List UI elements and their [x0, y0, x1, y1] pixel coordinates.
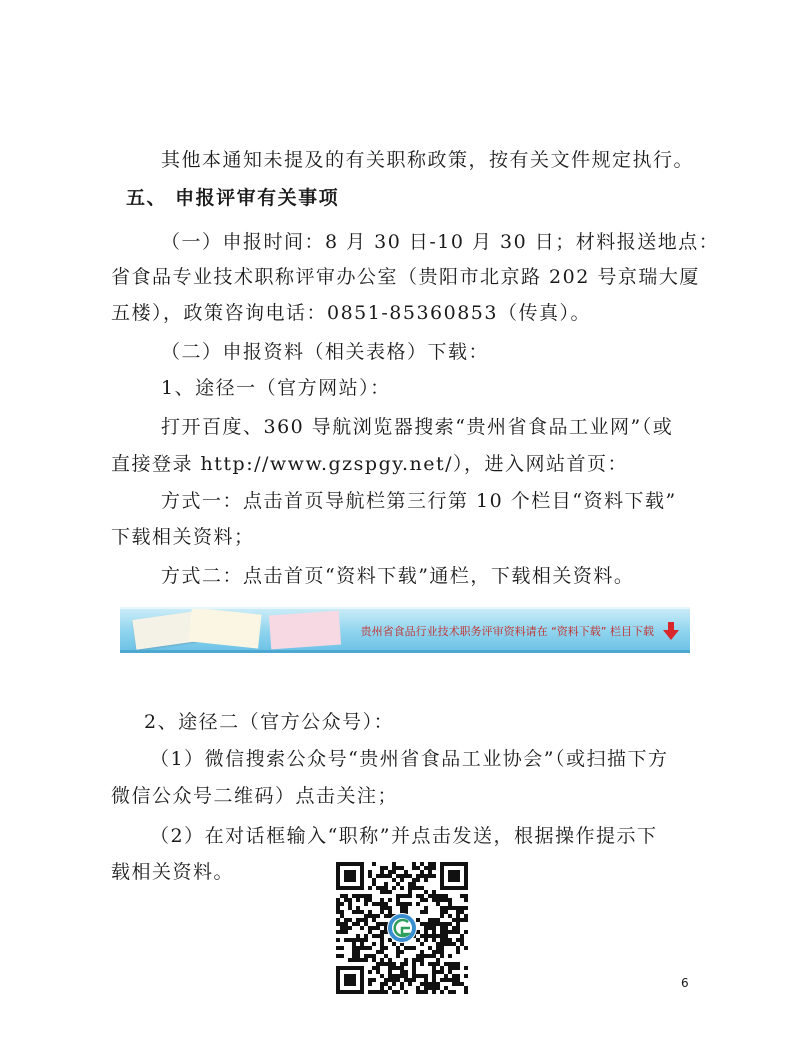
line-16: （2）在对话框输入“职称”并点击发送，根据操作提示下 [150, 825, 658, 847]
line-11: 下载相关资料； [111, 526, 255, 548]
line-9: 直接登录 http://www.gzspgy.net/），进入网站首页： [111, 453, 629, 475]
line-3: （一）申报时间：8 月 30 日-10 月 30 日；材料报送地点： [161, 231, 720, 253]
line-10: 方式一：点击首页导航栏第三行第 10 个栏目“资料下载” [161, 490, 677, 512]
line-1: 其他本通知未提及的有关职称政策，按有关文件规定执行。 [161, 149, 695, 171]
page-number: 6 [681, 976, 689, 990]
line-14: （1）微信搜索公众号“贵州省食品工业协会”（或扫描下方 [150, 748, 669, 770]
line-5: 五楼），政策咨询电话：0851-85360853（传真）。 [111, 302, 591, 324]
document-graphic [188, 607, 261, 648]
document-graphic [269, 611, 341, 650]
line-17: 载相关资料。 [111, 861, 235, 883]
line-6: （二）申报资料（相关表格）下载： [161, 341, 490, 363]
banner-text: 贵州省食品行业技术职务评审资料请在 “资料下载” 栏目下载 [360, 625, 654, 638]
line-8: 打开百度、360 导航浏览器搜索“贵州省食品工业网”（或 [161, 416, 674, 438]
line-13: 2、途径二（官方公众号）： [144, 711, 395, 733]
line-12: 方式二：点击首页“资料下载”通栏，下载相关资料。 [161, 565, 635, 587]
line-15: 微信公众号二维码）点击关注； [111, 785, 399, 807]
line-7: 1、途径一（官方网站）： [161, 377, 391, 399]
down-arrow-icon [662, 621, 680, 641]
section-heading: 五、 申报评审有关事项 [126, 187, 340, 209]
download-banner[interactable] [120, 607, 690, 653]
line-4: 省食品专业技术职称评审办公室（贵阳市北京路 202 号京瑞大厦 [111, 266, 700, 288]
wechat-qr-code [336, 862, 468, 994]
